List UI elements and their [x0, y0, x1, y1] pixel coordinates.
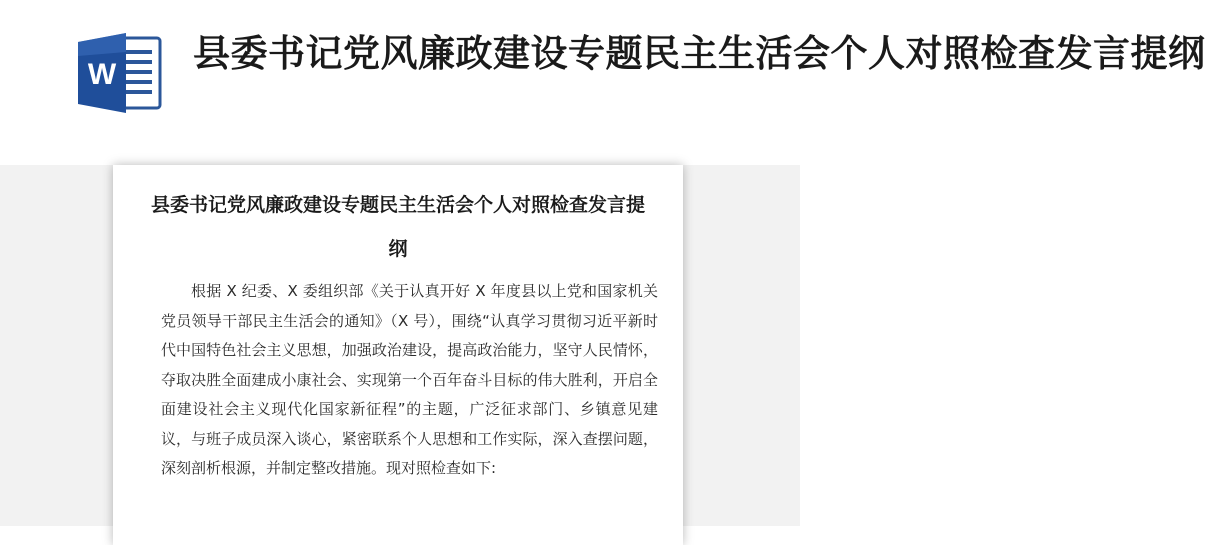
document-page [113, 165, 683, 545]
document-title: 县委书记党风廉政建设专题民主生活会个人对照检查发言提纲 [150, 194, 645, 260]
document-body-paragraph: 根据 X 纪委、X 委组织部《关于认真开好 X 年度县以上党和国家机关党员领导干部民主生活会的通知》（X 号），围绕“认真学习贯彻习近平新时代中国特色社会主义思想，加强政治建设，提高政治能力，坚守人民情怀，夺取决胜全面建成小康社会、实现第一个百年奋斗目标的伟大胜利，开启全面建设社会主义现代化国家新征程”的主题，广泛征求部门、乡镇意见建议，与班子成员深入谈心，紧密联系个人思想和工作实际，深入查摆问题，深刻剖析根源，并制定整改措施。现对照检查如下: [161, 282, 658, 477]
word-icon-letter: W [87, 58, 117, 91]
header [0, 0, 1206, 165]
page-title: 县委书记党风廉政建设专题民主生活会个人对照检查发言提纲 [193, 32, 1206, 75]
word-icon[interactable] [76, 30, 164, 116]
